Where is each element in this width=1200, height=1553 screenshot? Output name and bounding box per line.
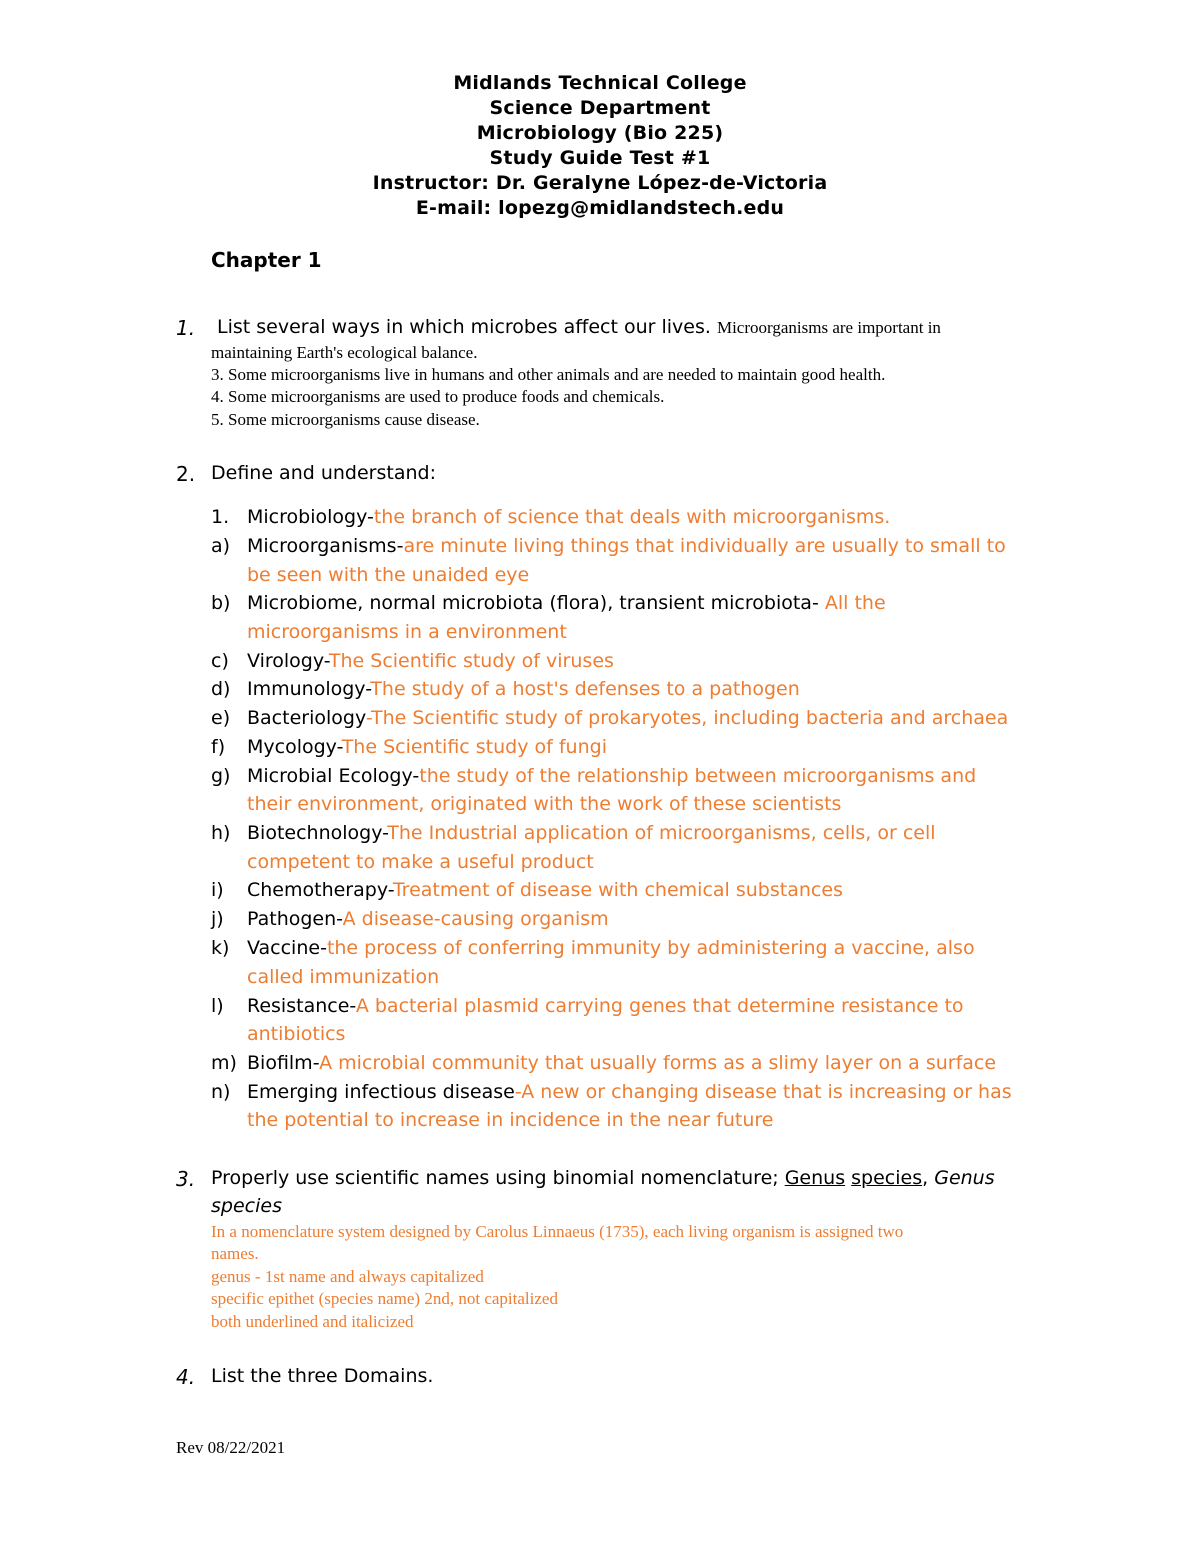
question-1 [217, 316, 941, 339]
course-title: Microbiology (Bio 225) [476, 122, 724, 144]
list-item [247, 678, 800, 700]
term: Pathogen- [247, 908, 343, 930]
question-3-answer-2: names. [211, 1244, 259, 1263]
term: Mycology- [247, 736, 342, 758]
list-item-marker: j) [211, 908, 224, 930]
term: Microorganisms- [247, 535, 404, 557]
question-2-number: 2. [176, 462, 196, 486]
question-4-prompt: List the three Domains. [211, 1365, 434, 1387]
definition: the study of the relationship between microorganisms and [419, 765, 977, 787]
definition: A microbial community that usually forms as a slimy layer on a surface [319, 1052, 997, 1074]
instructor-line: Instructor: Dr. Geralyne López-de-Victoria [372, 172, 828, 194]
question-1-number: 1. [176, 316, 196, 340]
question-3-answer-4: specific epithet (species name) 2nd, not capitalized [211, 1289, 558, 1308]
list-item [247, 506, 890, 528]
list-item-marker: i) [211, 879, 224, 901]
term: Virology- [247, 650, 329, 672]
definition: The Scientific study of fungi [341, 736, 607, 758]
question-2-prompt: Define and understand: [211, 462, 436, 484]
definition: The Scientific study of viruses [328, 650, 614, 672]
list-item [247, 707, 1008, 729]
term: Emerging infectious disease [247, 1081, 515, 1103]
definition-continued: their environment, originated with the work of these scientists [247, 793, 842, 815]
term: Resistance- [247, 995, 356, 1017]
term: Microbiology- [247, 506, 374, 528]
definition: the process of conferring immunity by administering a vaccine, also [326, 937, 975, 959]
list-item [247, 822, 936, 844]
prompt-text: Properly use scientific names using binomial nomenclature; [211, 1167, 785, 1189]
list-item-marker: 1. [211, 506, 230, 528]
revision-footer: Rev 08/22/2021 [176, 1438, 286, 1457]
definition-continued: be seen with the unaided eye [247, 564, 530, 586]
list-item [247, 650, 614, 672]
department-name: Science Department [489, 97, 711, 119]
list-item [247, 592, 886, 614]
list-item [247, 908, 609, 930]
definition: A bacterial plasmid carrying genes that determine resistance to [355, 995, 964, 1017]
term: Vaccine- [247, 937, 327, 959]
question-1-answer-line: maintaining Earth's ecological balance. [211, 343, 478, 362]
question-4-number: 4. [176, 1365, 196, 1389]
question-1-answer-3: 3. Some microorganisms live in humans and other animals and are needed to maintain good health. [211, 365, 886, 384]
list-item [247, 535, 1006, 557]
question-1-answer-5: 5. Some microorganisms cause disease. [211, 410, 480, 429]
genus-underlined: Genus [784, 1167, 846, 1189]
definition: The Industrial application of microorganisms, cells, or cell [387, 822, 936, 844]
question-3-number: 3. [176, 1167, 196, 1191]
question-1-answer-4: 4. Some microorganisms are used to produce foods and chemicals. [211, 387, 665, 406]
term: Microbiome, normal microbiota (flora), transient microbiota- [247, 592, 819, 614]
definition-continued: the potential to increase in incidence in the near future [247, 1109, 774, 1131]
definition: -A new or changing disease that is increasing or has [514, 1081, 1012, 1103]
term: Bacteriology [247, 707, 366, 729]
list-item-marker: b) [211, 592, 231, 614]
definition-continued: antibiotics [247, 1023, 346, 1045]
list-item-marker: k) [211, 937, 230, 959]
list-item-marker: l) [211, 995, 224, 1017]
list-item-marker: c) [211, 650, 229, 672]
species-italic: species [211, 1195, 282, 1217]
list-item [247, 937, 975, 959]
list-item-marker: h) [211, 822, 231, 844]
list-item-marker: e) [211, 707, 231, 729]
list-item [247, 995, 964, 1017]
term: Microbial Ecology- [247, 765, 420, 787]
definition: A disease-causing organism [342, 908, 609, 930]
definition: -The Scientific study of prokaryotes, including bacteria and archaea [365, 707, 1009, 729]
term: Chemotherapy- [247, 879, 393, 901]
list-item [247, 765, 976, 787]
genus-italic: Genus [934, 1167, 995, 1189]
question-3-answer-5: both underlined and italicized [211, 1312, 414, 1331]
definition-continued: microorganisms in a environment [247, 621, 567, 643]
definition: All the [818, 592, 886, 614]
definition: are minute living things that individually are usually to small to [403, 535, 1006, 557]
definition: the branch of science that deals with microorganisms. [373, 506, 891, 528]
college-name: Midlands Technical College [453, 72, 747, 94]
question-3-answer-3: genus - 1st name and always capitalized [211, 1267, 484, 1286]
list-item [247, 1081, 1012, 1103]
guide-title: Study Guide Test #1 [489, 147, 711, 169]
question-1-prompt: List several ways in which microbes affect our lives. [217, 316, 711, 338]
definition: Treatment of disease with chemical substances [392, 879, 843, 901]
question-3-prompt [211, 1167, 995, 1189]
list-item-marker: n) [211, 1081, 231, 1103]
definition-continued: called immunization [247, 966, 440, 988]
list-item [247, 879, 843, 901]
chapter-heading: Chapter 1 [211, 248, 322, 272]
question-3-answer-1: In a nomenclature system designed by Carolus Linnaeus (1735), each living organism is assigned two [211, 1222, 904, 1241]
email-line: E-mail: lopezg@midlandstech.edu [415, 197, 785, 219]
list-item-marker: f) [211, 736, 226, 758]
list-item [247, 1052, 996, 1074]
term: Immunology- [247, 678, 371, 700]
list-item [247, 736, 607, 758]
question-1-answer-intro: Microorganisms are important in [716, 318, 941, 337]
list-item-marker: g) [211, 765, 231, 787]
definition: The study of a host's defenses to a pathogen [370, 678, 800, 700]
species-underlined: species [851, 1167, 923, 1189]
list-item-marker: d) [211, 678, 231, 700]
term: Biofilm- [247, 1052, 320, 1074]
list-item-marker: a) [211, 535, 231, 557]
list-item-marker: m) [211, 1052, 237, 1074]
term: Biotechnology- [247, 822, 388, 844]
separator: , [922, 1167, 935, 1189]
definition-continued: competent to make a useful product [247, 851, 594, 873]
